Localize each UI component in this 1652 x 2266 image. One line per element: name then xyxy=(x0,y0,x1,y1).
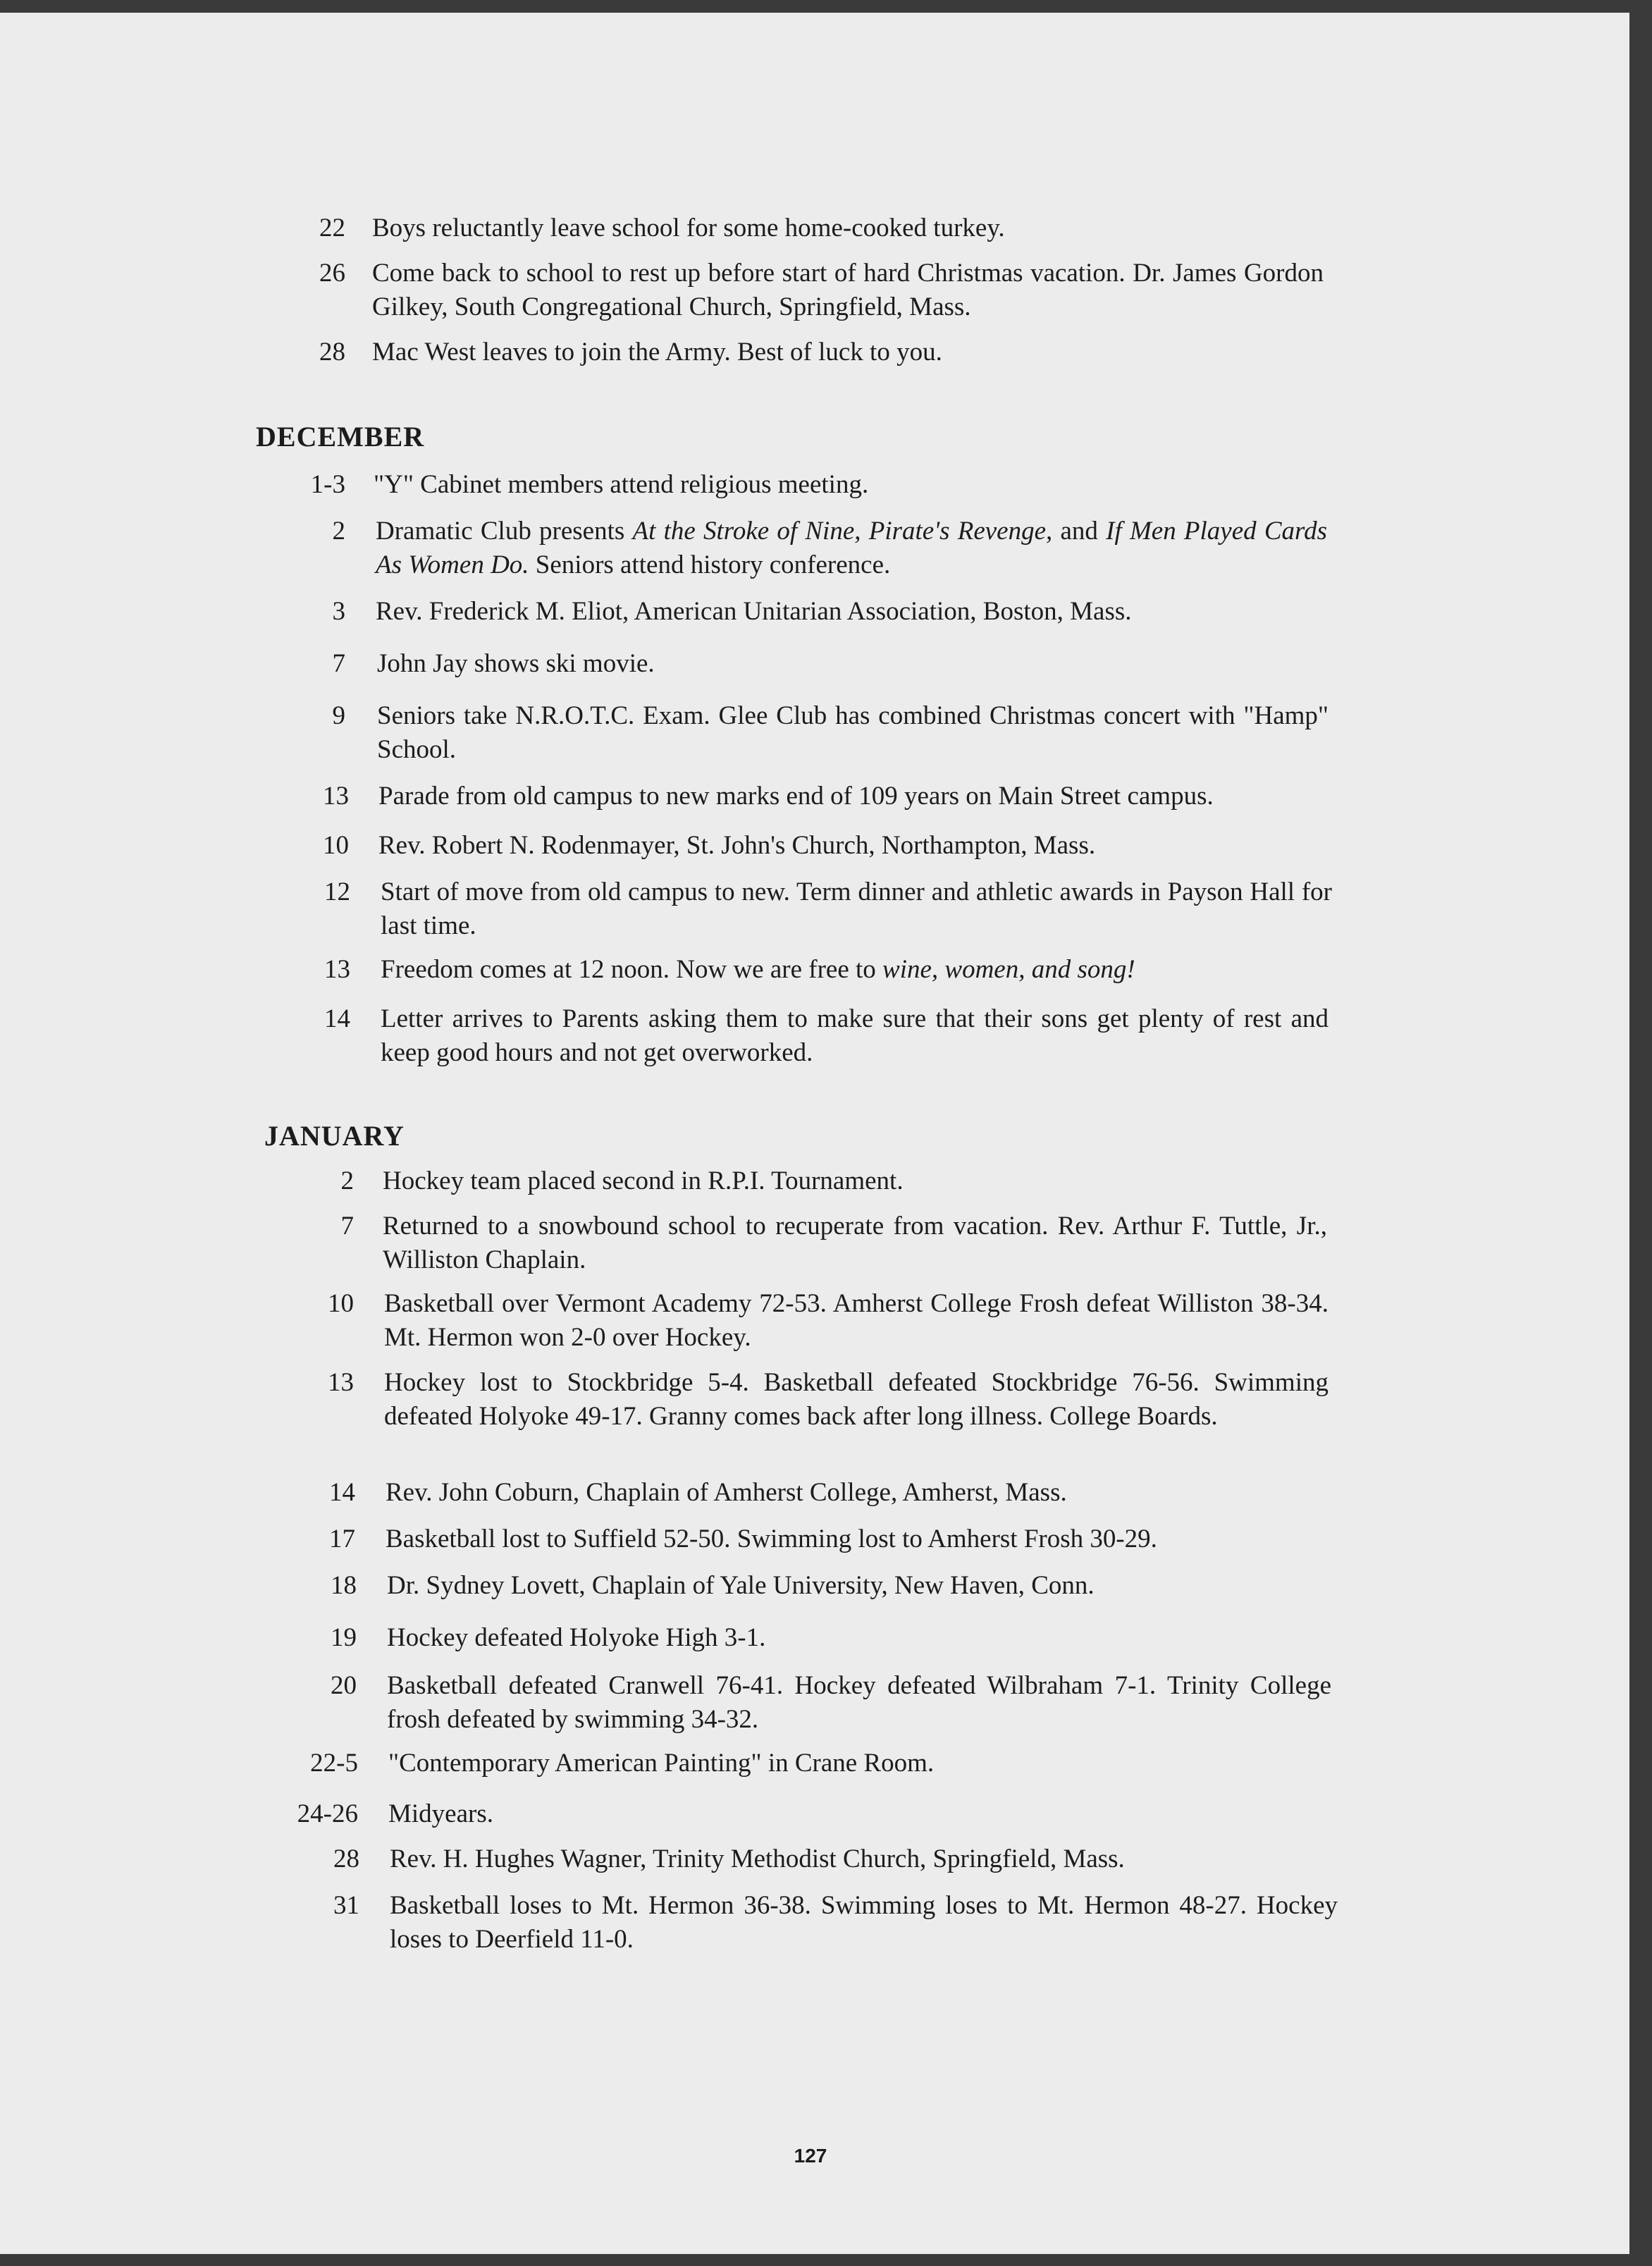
page-number: 127 xyxy=(794,2145,827,2167)
entry-text: Mac West leaves to join the Army. Best of luck to you. xyxy=(372,338,942,367)
entry-text: Start of move from old campus to new. Term dinner and athletic awards in Payson Hall for last time. xyxy=(381,878,1332,940)
italic-phrase: wine, women, and song! xyxy=(882,955,1135,984)
play-titles: At the Stroke of Nine, Pirate's Revenge, xyxy=(632,517,1053,546)
entry-day: 10 xyxy=(328,1289,354,1318)
entry-text: Rev. H. Hughes Wagner, Trinity Methodist Church, Springfield, Mass. xyxy=(390,1845,1125,1873)
entry-day: 22 xyxy=(319,214,345,242)
play-title: If Men Played Cards As Women Do. xyxy=(376,517,1327,579)
entry-day: 3 xyxy=(332,597,345,626)
entry-text: Dramatic Club presents At the Stroke of Nine, Pirate's Revenge, and If Men Played Cards As Women Do. Seniors attend history conference. xyxy=(376,517,1327,579)
entry-day: 14 xyxy=(324,1004,350,1033)
page xyxy=(0,13,1629,2254)
entry-day: 13 xyxy=(323,782,349,811)
entry-text: Freedom comes at 12 noon. Now we are free to wine, women, and song! xyxy=(381,955,1135,984)
entry-text: Seniors take N.R.O.T.C. Exam. Glee Club has combined Christmas concert with "Hamp" School. xyxy=(377,701,1329,764)
month-heading-january: JANUARY xyxy=(264,1120,405,1152)
entry-day: 2 xyxy=(332,517,345,546)
entry-text: Hockey team placed second in R.P.I. Tournament. xyxy=(383,1166,904,1195)
entry-text: Letter arrives to Parents asking them to make sure that their sons get plenty of rest and keep good hours and not get overworked. xyxy=(381,1004,1329,1067)
entry-day: 19 xyxy=(331,1623,357,1652)
entry-day: 9 xyxy=(332,701,345,730)
entry-day: 2 xyxy=(340,1166,354,1195)
entry-text: Parade from old campus to new marks end of 109 years on Main Street campus. xyxy=(378,782,1214,811)
entry-day: 22-5 xyxy=(310,1749,358,1778)
entry-day: 18 xyxy=(331,1571,357,1600)
entry-text: Rev. John Coburn, Chaplain of Amherst College, Amherst, Mass. xyxy=(386,1478,1067,1507)
entry-text: John Jay shows ski movie. xyxy=(377,649,655,678)
entry-day: 28 xyxy=(333,1845,359,1873)
entry-day: 7 xyxy=(340,1212,354,1240)
entry-day: 14 xyxy=(329,1478,355,1507)
entry-day: 7 xyxy=(332,649,345,678)
entry-day: 28 xyxy=(319,338,345,367)
entry-text: Come back to school to rest up before start of hard Christmas vacation. Dr. James Gordon Gilkey, South Congregational Church, Springfield, Mass. xyxy=(372,259,1324,321)
entry-text: Hockey defeated Holyoke High 3-1. xyxy=(387,1623,766,1652)
entry-day: 13 xyxy=(324,955,350,984)
entry-day: 24-26 xyxy=(297,1799,358,1828)
entry-day: 13 xyxy=(328,1368,354,1397)
entry-text: "Y" Cabinet members attend religious meeting. xyxy=(374,470,869,499)
entry-day: 20 xyxy=(331,1671,357,1700)
entry-text: Basketball over Vermont Academy 72-53. Amherst College Frosh defeat Williston 38-34. Mt. Hermon won 2-0 over Hockey. xyxy=(384,1289,1329,1352)
entry-text: "Contemporary American Painting" in Crane Room. xyxy=(388,1749,935,1778)
entry-day: 31 xyxy=(333,1891,359,1920)
entry-text: Returned to a snowbound school to recuperate from vacation. Rev. Arthur F. Tuttle, Jr., Williston Chaplain. xyxy=(383,1212,1327,1274)
entry-text: Boys reluctantly leave school for some home-cooked turkey. xyxy=(372,214,1005,242)
entry-day: 10 xyxy=(323,831,349,860)
entry-text: Dr. Sydney Lovett, Chaplain of Yale University, New Haven, Conn. xyxy=(387,1571,1095,1600)
month-heading-december: DECEMBER xyxy=(256,421,425,452)
entry-text: Basketball loses to Mt. Hermon 36-38. Swimming loses to Mt. Hermon 48-27. Hockey loses to Deerfield 11-0. xyxy=(390,1891,1338,1954)
entry-text: Hockey lost to Stockbridge 5-4. Basketball defeated Stockbridge 76-56. Swimming defeated Holyoke 49-17. Granny comes back after long illness. College Boards. xyxy=(384,1368,1329,1431)
entry-day: 1-3 xyxy=(310,470,345,499)
entry-day: 17 xyxy=(329,1525,355,1553)
entry-day: 12 xyxy=(324,878,350,906)
entry-day: 26 xyxy=(319,259,345,288)
entry-text: Midyears. xyxy=(388,1799,493,1828)
entry-text: Rev. Robert N. Rodenmayer, St. John's Church, Northampton, Mass. xyxy=(378,831,1096,860)
entry-text: Basketball lost to Suffield 52-50. Swimming lost to Amherst Frosh 30-29. xyxy=(386,1525,1157,1553)
entry-text: Basketball defeated Cranwell 76-41. Hockey defeated Wilbraham 7-1. Trinity College frosh defeated by swimming 34-32. xyxy=(387,1671,1331,1734)
entry-text: Rev. Frederick M. Eliot, American Unitarian Association, Boston, Mass. xyxy=(376,597,1132,626)
